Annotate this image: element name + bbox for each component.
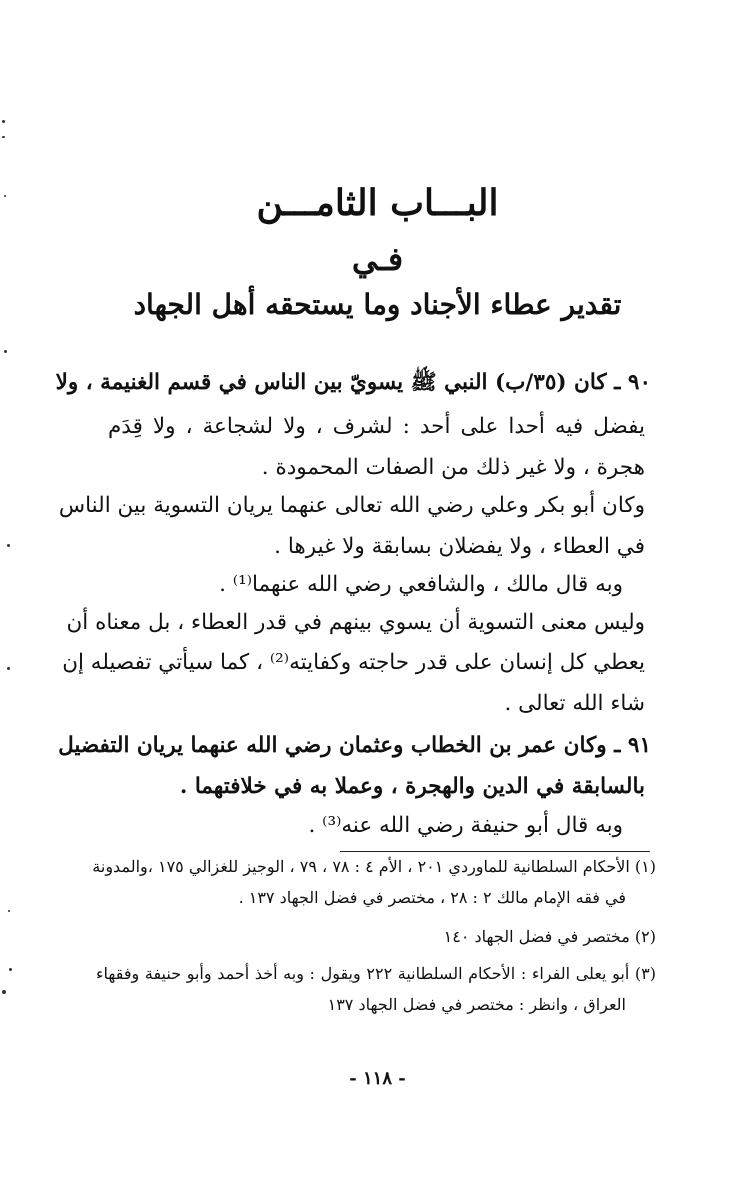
paragraph-91-line-1: ٩١ ـ وكان عمر بن الخطاب وعثمان رضي الله عنهما يريان التفضيل <box>58 733 651 758</box>
footnote-divider <box>340 851 650 852</box>
footnote-3-line-2: العراق ، وانظر : مختصر في فضل الجهاد ١٣٧ <box>327 995 626 1014</box>
paragraph-90-line-1: ٩٠ ـ كان (٣٥/ب) النبي ﷺ يسويّ بين الناس في قسم الغنيمة ، ولا <box>55 370 651 395</box>
footnote-2: (٢) مختصر في فضل الجهاد ١٤٠ <box>443 927 656 946</box>
page-number: - ١١٨ - <box>349 1068 406 1089</box>
scan-speck <box>7 667 10 670</box>
scan-speck <box>2 120 5 123</box>
paragraph-equality-line-2: يعطي كل إنسان على قدر حاجته وكفايته⁽²⁾ ، كما سيأتي تفصيله إن <box>62 650 645 675</box>
paragraph-abubakr-line-1: وكان أبو بكر وعلي رضي الله تعالى عنهما يريان التسوية بين الناس <box>58 493 645 518</box>
paragraph-abubakr-line-2: في العطاء ، ولا يفضلان بسابقة ولا غيرها . <box>274 534 645 559</box>
paragraph-abuhanifa: وبه قال أبو حنيفة رضي الله عنه⁽³⁾ . <box>308 813 623 838</box>
paragraph-91-line-2: بالسابقة في الدين والهجرة ، وعملا به في خلافتهما . <box>179 774 645 799</box>
scan-speck <box>8 910 10 912</box>
paragraph-equality-line-3: شاء الله تعالى . <box>504 691 645 716</box>
paragraph-equality-line-1: وليس معنى التسوية أن يسوي بينهم في قدر العطاء ، بل معناه أن <box>66 610 645 635</box>
paragraph-90-line-3: هجرة ، ولا غير ذلك من الصفات المحمودة . <box>261 455 645 480</box>
footnote-1-line-1: (١) الأحكام السلطانية للماوردي ٢٠١ ، الأم ٤ : ٧٨ ، ٧٩ ، الوجيز للغزالي ١٧٥ ،والمدونة <box>92 857 656 876</box>
scan-speck <box>2 136 5 138</box>
scan-speck <box>4 350 7 353</box>
paragraph-90-line-2: يفضل فيه أحدا على أحد : لشرف ، ولا لشجاعة ، ولا قِدَم <box>108 414 645 439</box>
footnote-3-line-1: (٣) أبو يعلى الفراء : الأحكام السلطانية ٢٢٢ ويقول : وبه أخذ أحمد وأبو حنيفة وفقهاء <box>96 964 656 983</box>
scan-speck <box>2 990 6 994</box>
scan-speck <box>9 968 12 971</box>
chapter-title: البـــاب الثامـــن <box>256 182 499 224</box>
chapter-connector: فـي <box>351 240 404 278</box>
footnote-1-line-2: في فقه الإمام مالك ٢ : ٢٨ ، مختصر في فضل الجهاد ١٣٧ . <box>238 888 626 907</box>
paragraph-malik: وبه قال مالك ، والشافعي رضي الله عنهما⁽¹⁾ . <box>219 572 623 597</box>
scan-speck <box>7 544 10 547</box>
scan-speck <box>4 195 6 197</box>
chapter-subtitle: تقدير عطاء الأجناد وما يستحقه أهل الجهاد <box>133 288 622 321</box>
